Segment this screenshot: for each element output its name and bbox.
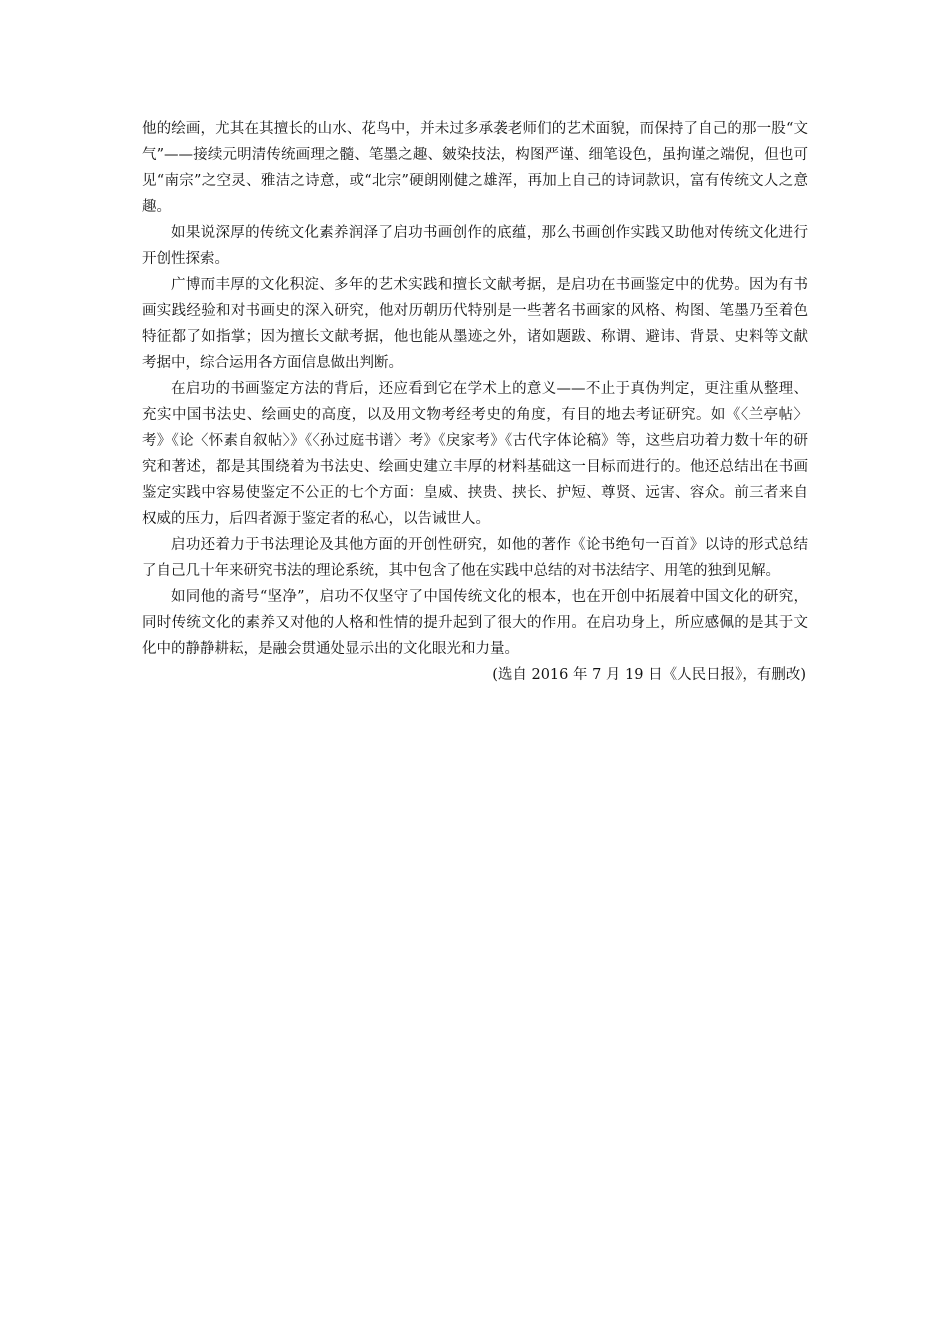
paragraph: 在启功的书画鉴定方法的背后，还应看到它在学术上的意义——不止于真伪判定，更注重从整理、充实中国书法史、绘画史的高度，以及用文物考经考史的角度，有目的地去考证研究。如《〈兰亭帖〉考》《论〈怀素自叙帖〉》《〈孙过庭书谱〉考》《戾家考》《古代字体论稿》等，这些启功着力数十年的研究和著述，都是其围绕着为书法史、绘画史建立丰厚的材料基础这一目标而进行的。他还总结出在书画鉴定实践中容易使鉴定不公正的七个方面：皇威、挟贵、挟长、护短、尊贤、远害、容众。前三者来自权威的压力，后四者源于鉴定者的私心，以告诫世人。 [142, 381, 808, 527]
paragraph: 启功还着力于书法理论及其他方面的开创性研究，如他的著作《论书绝句一百首》以诗的形式总结了自己几十年来研究书法的理论系统，其中包含了他在实践中总结的对书法结字、用笔的独到见解。 [142, 537, 808, 579]
paragraph: 他的绘画，尤其在其擅长的山水、花鸟中，并未过多承袭老师们的艺术面貌，而保持了自己的那一股“文气”——接续元明清传统画理之髓、笔墨之趣、皴染技法，构图严谨、细笔设色，虽拘谨之端倪，但也可见“南宗”之空灵、雅洁之诗意，或“北宗”硬朗刚健之雄浑，再加上自己的诗词款识，富有传统文人之意趣。 [142, 121, 808, 215]
source-citation: (选自 2016 年 7 月 19 日《人民日报》，有删改) [492, 667, 806, 683]
paragraph: 如同他的斋号“坚净”，启功不仅坚守了中国传统文化的根本，也在开创中拓展着中国文化的研究，同时传统文化的素养又对他的人格和性情的提升起到了很大的作用。在启功身上，所应感佩的是其于文化中的静静耕耘，是融会贯通处显示出的文化眼光和力量。 [142, 589, 808, 657]
paragraph: 广博而丰厚的文化积淀、多年的艺术实践和擅长文献考据，是启功在书画鉴定中的优势。因为有书画实践经验和对书画史的深入研究，他对历朝历代特别是一些著名书画家的风格、构图、笔墨乃至着色特征都了如指掌；因为擅长文献考据，他也能从墨迹之外，诸如题跋、称谓、避讳、背景、史料等文献考据中，综合运用各方面信息做出判断。 [142, 277, 808, 371]
article-body [142, 116, 808, 688]
paragraph: 如果说深厚的传统文化素养润泽了启功书画创作的底蕴，那么书画创作实践又助他对传统文化进行开创性探索。 [142, 225, 808, 267]
